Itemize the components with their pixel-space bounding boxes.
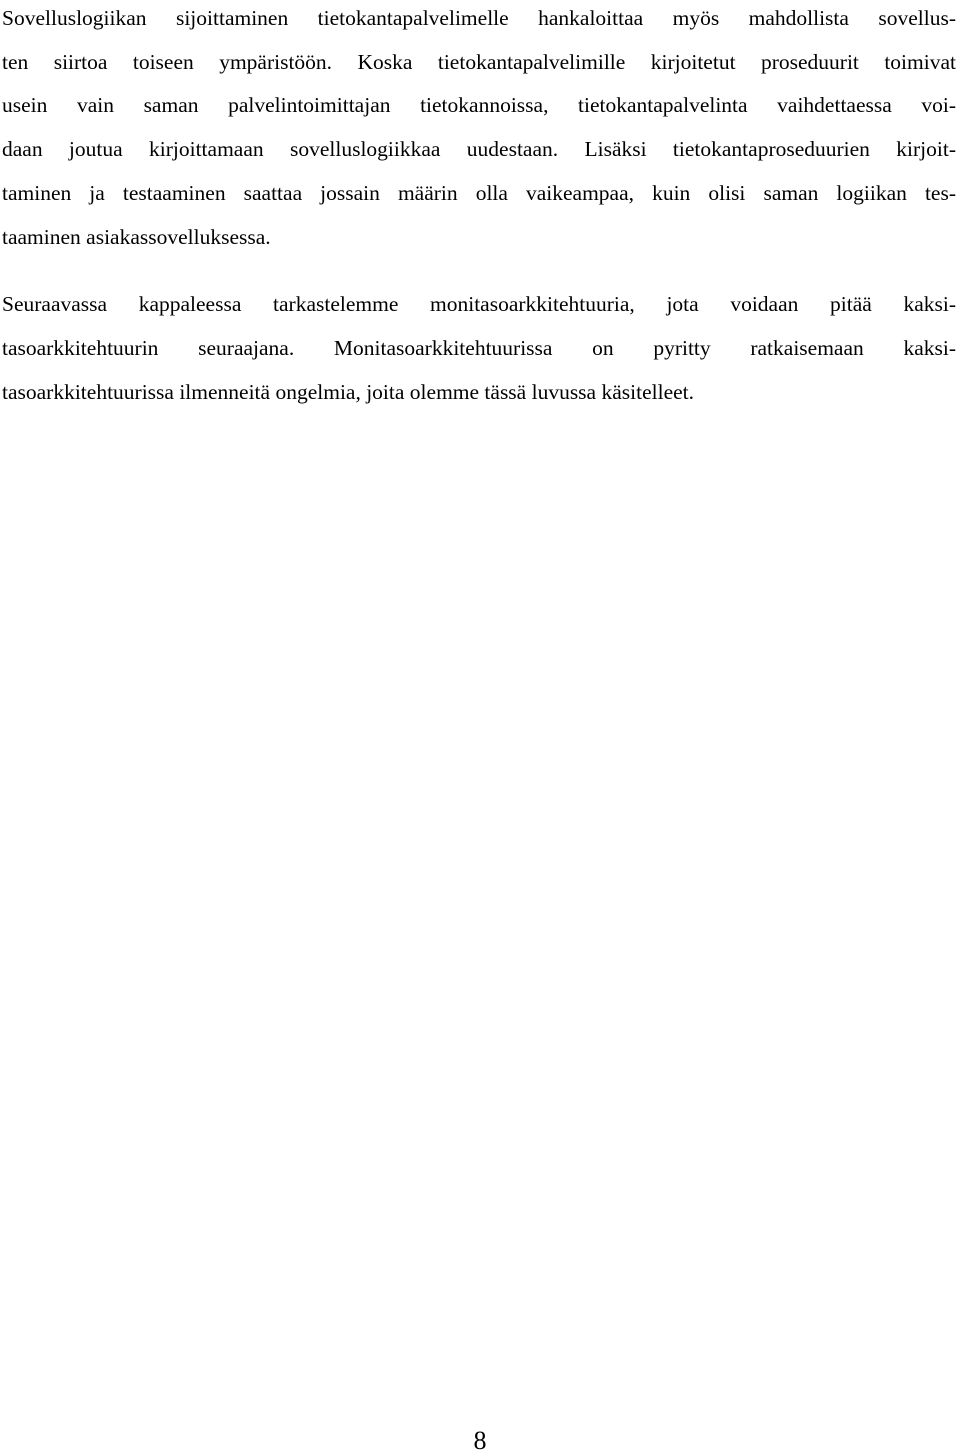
paragraph-2 bbox=[2, 283, 956, 414]
paragraph-2-line-3: tasoarkkitehtuurissa ilmenneitä ongelmia, joita olemme tässä luvussa käsitelleet. bbox=[2, 379, 694, 404]
paragraph-2-line-1: Seuraavassa kappaleessa tarkastelemme monitasoarkkitehtuuria, jota voidaan pitää kaksi- bbox=[2, 292, 956, 317]
page-number: 8 bbox=[473, 1426, 487, 1455]
paragraph-2-line-2: tasoarkkitehtuurin seuraajana. Monitasoarkkitehtuurissa on pyritty ratkaisemaan kaksi- bbox=[2, 335, 956, 360]
paragraph-1-line-2: ten siirtoa toiseen ympäristöön. Koska tietokantapalvelimille kirjoitetut proseduurit toimivat bbox=[2, 49, 956, 74]
paragraph-1 bbox=[2, 0, 956, 259]
body-text bbox=[2, 0, 956, 414]
paragraph-1-line-4: daan joutua kirjoittamaan sovelluslogiikkaa uudestaan. Lisäksi tietokantaproseduurien kirjoit- bbox=[2, 137, 956, 162]
paragraph-1-line-3: usein vain saman palvelintoimittajan tietokannoissa, tietokantapalvelinta vaihdettaessa voi- bbox=[2, 93, 956, 118]
paragraph-1-line-5: taminen ja testaaminen saattaa jossain määrin olla vaikeampaa, kuin olisi saman logiikan tes- bbox=[2, 180, 956, 205]
paragraph-1-line-1: Sovelluslogiikan sijoittaminen tietokantapalvelimelle hankaloittaa myös mahdollista sovellus- bbox=[2, 6, 956, 30]
paragraph-1-line-6: taaminen asiakassovelluksessa. bbox=[2, 224, 271, 249]
